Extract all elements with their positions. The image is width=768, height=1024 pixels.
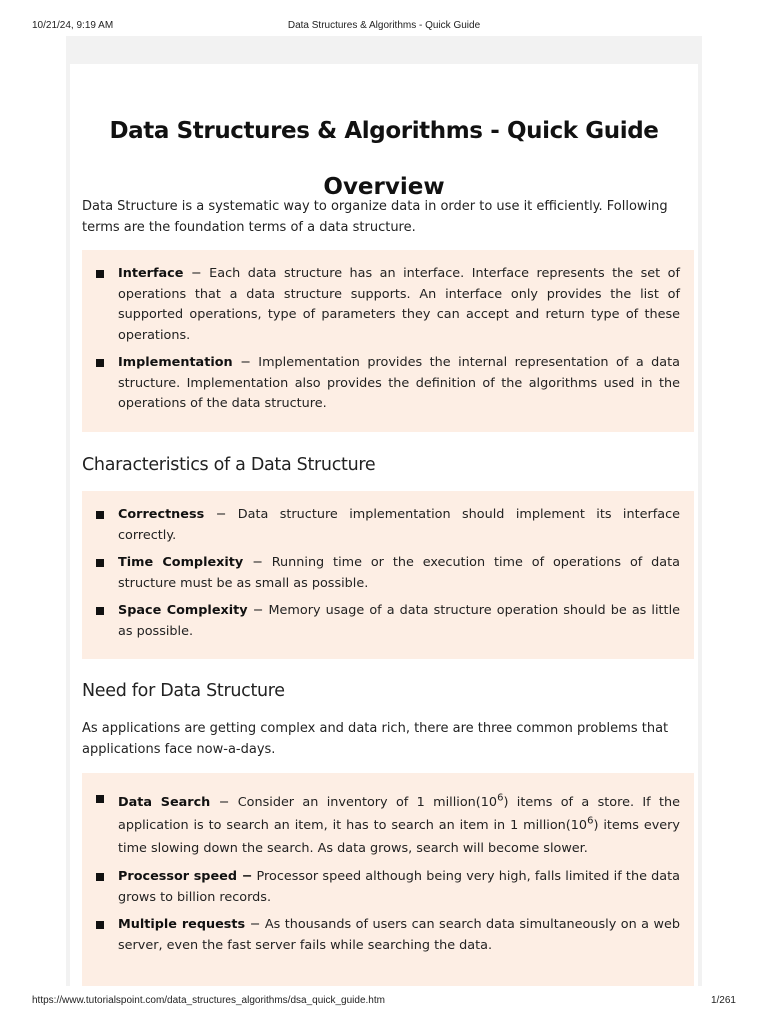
overview-paragraph: Data Structure is a systematic way to organize data in order to use it efficiently. Following terms are the foundation terms of a data structure. (82, 199, 668, 235)
term-label: Processor speed − (118, 869, 253, 884)
term-description: − Consider an inventory of 1 million(10 (210, 795, 498, 810)
need-paragraph: As applications are getting complex and data rich, there are three common problems that applications face now-a-days. (82, 721, 669, 757)
term-label: Correctness (118, 507, 205, 522)
term-label: Implementation (118, 355, 233, 370)
foundation-terms-list (82, 250, 694, 415)
page-title: Data Structures & Algorithms - Quick Guide (109, 118, 659, 144)
term-label: Multiple requests (118, 917, 246, 932)
list-item (82, 867, 694, 908)
list-item (82, 264, 694, 346)
term-label: Data Search (118, 795, 211, 810)
print-page-title: Data Structures & Algorithms - Quick Guide (287, 20, 481, 31)
need-list (82, 773, 694, 956)
term-description: − As thousands of users can search data simultaneously on a web server, even the fast server fails while searching the data. (118, 917, 680, 953)
term-description: − Data structure implementation should implement its interface correctly. (118, 507, 680, 543)
square-bullet-icon (96, 795, 104, 803)
term-label: Interface (118, 266, 184, 281)
characteristics-heading: Characteristics of a Data Structure (82, 455, 376, 475)
characteristics-list (82, 491, 694, 642)
term-description: − Each data structure has an interface. Interface represents the set of operations that a data structure supports. An interface only provides the list of supported operations, type of parameters they can accept and return type of these operations. (118, 266, 680, 343)
term-description: ) items every time slowing down the search. As data grows, search will become slower. (118, 818, 680, 856)
term-description: Processor speed although being very high, falls limited if the data grows to billion records. (118, 869, 680, 905)
square-bullet-icon (96, 511, 104, 519)
foundation-terms-box (82, 250, 694, 432)
square-bullet-icon (96, 921, 104, 929)
square-bullet-icon (96, 359, 104, 367)
print-url: https://www.tutorialspoint.com/data_structures_algorithms/dsa_quick_guide.htm (32, 995, 385, 1006)
term-description: − Memory usage of a data structure operation should be as little as possible. (118, 603, 680, 639)
print-page-number: 1/261 (710, 995, 736, 1006)
print-footer (0, 995, 768, 1009)
print-datetime: 10/21/24, 9:19 AM (32, 20, 114, 31)
list-item (82, 505, 694, 546)
term-description: ) items of a store. If the application is to search an item, it has to search an item in 1 million(10 (118, 795, 680, 833)
superscript-exponent: 6 (497, 792, 504, 804)
superscript-exponent: 6 (587, 815, 594, 827)
list-item (82, 915, 694, 956)
square-bullet-icon (96, 270, 104, 278)
list-item (82, 553, 694, 594)
list-item (82, 791, 694, 860)
need-box (82, 773, 694, 986)
term-description: − Running time or the execution time of operations of data structure must be as small as possible. (118, 555, 680, 591)
print-header (0, 20, 768, 34)
need-heading: Need for Data Structure (82, 681, 285, 701)
characteristics-box (82, 491, 694, 659)
list-item (82, 601, 694, 642)
square-bullet-icon (96, 873, 104, 881)
page-frame (66, 36, 702, 986)
overview-heading: Overview (323, 174, 445, 200)
term-description: − Implementation provides the internal representation of a data structure. Implementation also provides the definition of the algorithms used in the operations of the data structure. (118, 355, 680, 411)
page-content (70, 64, 698, 986)
term-label: Space Complexity (118, 603, 248, 618)
square-bullet-icon (96, 607, 104, 615)
list-item (82, 353, 694, 415)
square-bullet-icon (96, 559, 104, 567)
term-label: Time Complexity (118, 555, 244, 570)
